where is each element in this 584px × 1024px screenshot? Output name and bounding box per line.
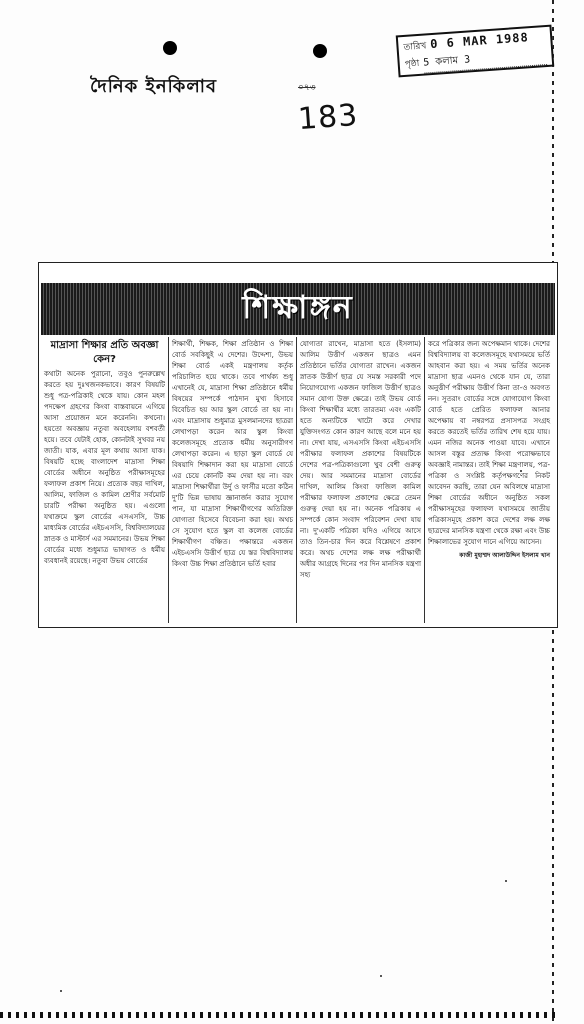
stamp-page-value: 5 কলাম 3 xyxy=(423,47,547,74)
section-title: শিক্ষাঙ্গন xyxy=(242,288,354,326)
perforated-edge-bottom xyxy=(0,1012,560,1018)
article-headline: মাদ্রাসা শিক্ষার প্রতি অবজ্ঞা কেন? xyxy=(50,340,159,365)
article-column-4 xyxy=(425,337,553,623)
article-column-1 xyxy=(41,337,169,623)
punch-hole xyxy=(163,41,177,55)
scan-speck xyxy=(505,880,507,882)
article-text: কথাটা অনেক পুরানো, তবুও পুনরুল্লেখ করতে হয় দুঃখজনকভাবে। কারণ বিষয়টি শুধু পত্র-পত্রিকাই থেকে যায়। কোন মহল পদক্ষেপ গ্রহণের কিংবা বাস্তবায়নে এগিয়ে আসা প্রয়োজন মনে করেননি। কখনো। হয়তো অবজ্ঞায় নতুবা অবহেলায় বশবর্তী হয়ে। তবে যেটাই হোক, কোনটাই সুখবর নয় জাতী। যাক, এবার মূল কথায় আসা যাক। বিষয়টি হচ্ছে বাংলাদেশ মাদ্রাসা শিক্ষা বোর্ডের অধীনে অনুষ্ঠিত পরীক্ষাসমূহের ফলাফল প্রকাশ নিয়ে। প্রত্যেক বছর দাখিল, আলিম, ফাজিল ও কামিল শ্রেণীর সর্বমোট চারটি পরীক্ষা অনুষ্ঠিত হয়। এগুলো যথাক্রমে স্কুল বোর্ডের এসএসসি, উচ্চ মাধ্যমিক বোর্ডের এইচএসসি, বিশ্ববিদ্যালয়ের স্নাতক ও মাস্টার্স এর সমমানের। উভয় শিক্ষা বোর্ডের মধ্যে শুধুমাত্র ভাষাগত ও ধর্মীয় ব্যবধানই রয়েছে। নতুবা উভয় বোর্ডের xyxy=(44,370,165,565)
article-text: শিক্ষার্থী, শিক্ষক, শিক্ষা প্রতিষ্ঠান ও শিক্ষা বোর্ড সবকিছুই এ দেশের। উদ্দেশ্য, উভয় শিক্ষা বোর্ড একই মন্ত্রণালয় কর্তৃক পরিচালিত হয়ে থাকে। তবে পার্থক্য শুধু এখানেই যে, মাদ্রাসা শিক্ষা প্রতিষ্ঠানে ধর্মীয় বিষয়ের সম্পর্কে পাঠদান মুখ্য হিসাবে বিবেচিত হয় আর স্কুল বোর্ডে তা হয় না। এবং মাদ্রাসায় শুধুমাত্র মুসলমানদের ছাত্ররা লেখাপড়া করেন আর স্কুল কিংবা কলেজসমূহে প্রত্যেক ধর্মীয় অনুসারীগণ লেখাপড়া করেন। এ ছাড়া স্কুল বোর্ডে যে বিষয়াদি শিক্ষাদান করা হয় মাদ্রাসা বোর্ডে এর চেয়ে কোনটি কম দেয়া হয় না। বরং মাদ্রাসা শিক্ষার্থীরা উর্দু ও ফার্সীর মতো কঠিন দু'টি ভিন্ন ভাষায় জ্ঞানার্জন করার সুযোগ পান, যা মাদ্রাসা শিক্ষার্থীগণের অতিরিক্ত যোগ্যতা হিসেবে বিবেচনা করা হয়। অথচ সে সুযোগ হতে স্কুল বা কলেজ বোর্ডের শিক্ষার্থীগণ বঞ্চিত। পক্ষান্তরে একজন এইচএসসি উত্তীর্ণ ছাত্র যে স্তর বিশ্ববিদ্যালয় কিংবা উচ্চ শিক্ষা প্রতিষ্ঠানে ভর্তি হবার xyxy=(172,340,293,568)
article-byline: কাজী মুহাম্মদ আলাউদ্দিন ইসলাম খান xyxy=(459,552,550,559)
article-column-2 xyxy=(169,337,297,623)
article-clipping xyxy=(38,262,558,628)
scan-speck xyxy=(60,990,62,992)
article-text: যোগ্যতা রাখেন, মাদ্রাসা হতে (ইসলাম) আলিম উত্তীর্ণ একজন ছাত্রও এমন প্রতিষ্ঠানে ভর্তির যোগ্যতা রাখেন। একজন স্নাতক উত্তীর্ণ ছাত্র যে সমস্ত সরকারী পদে নিয়োগযোগ্য একজন ফাজিল উত্তীর্ণ ছাত্রও সমান যোগ্য উক্ত ক্ষেত্রে। তাই উভয় বোর্ড কিংবা শিক্ষার্থীর মধ্যে তারতম্য এবং একটি হতে অন্যটিকে খাটো করে দেখার যুক্তিসংগত কোন কারণ আছে বলে মনে হয় না। দেখা যায়, এসএসসি কিংবা এইচএসসি পরীক্ষার ফলাফল প্রকাশের বিষয়টিকে দেশের পত্র-পত্রিকাগুলো খুব বেশী গুরুত্ব দেয়। আর সমমানের মাদ্রাসা বোর্ডের দাখিল, আলিম কিংবা ফাজিল কামিল পরীক্ষার ফলাফল প্রকাশের ক্ষেত্রে তেমন গুরুত্ব দেয়া হয় না। অনেক পত্রিকায় এ সম্পর্কে কোন সংবাদ পরিবেশন দেখা যায় না। দু'একটি পত্রিকা যদিও এগিয়ে আসে তাও তিন-চার দিন করে বিশ্লেষণে প্রকাশ করে। অথচ দেশের লক্ষ লক্ষ পরীক্ষার্থী অধীর আগ্রহে দিনের পর দিন মানসিক যন্ত্রণা সহ্য xyxy=(300,340,421,579)
date-stamp xyxy=(396,25,555,78)
page-code: ০৭৩ xyxy=(298,83,316,93)
scan-speck xyxy=(520,470,522,472)
article-column-3 xyxy=(297,337,425,623)
article-columns xyxy=(41,337,555,623)
stamp-page-label: পৃষ্ঠা xyxy=(404,58,420,70)
scan-speck xyxy=(380,975,382,977)
handwritten-number: 183 xyxy=(296,97,360,138)
stamp-date: 0 6 MAR 1988 xyxy=(429,30,530,52)
article-text: করে পত্রিকার জন্য অপেক্ষমান থাকে। দেশের বিশ্ববিদ্যালয় বা কলেজসমূহে যথাসময়ে ভর্তি আহবান করা হয়। এ সময় ভর্তির অনেক মাদ্রাসা ছাত্র এমনও থেকে যান যে, তারা অনুত্তীর্ণ পরীক্ষায় উত্তীর্ণ কিনা তা-ও অবগত নন। সুতরাং বোর্ডের সঙ্গে যোগাযোগ কিংবা বোর্ড হতে প্রেরিত ফলাফল আনার অপেক্ষায় বা নম্বরপত্র প্রসাসপত্র সংগ্রহ করতে করতেই ভর্তির তারিখ শেষ হয়ে যায়। এমন নজির অনেক পাওয়া যাবে। এখানে আসল বস্তুর প্রত্যক্ষ কিংবা পরোক্ষভাবে অবজ্ঞাই নামান্তর। তাই শিক্ষা মন্ত্রণালয়, পত্র-পত্রিকা ও সংশ্লিষ্ট কর্তৃপক্ষগণের নিকট আবেদন করছি, তারা যেন অবিলম্বে মাদ্রাসা শিক্ষা বোর্ডের অধীনে অনুষ্ঠিত সকল পরীক্ষাসমূহের ফলাফল যথাসময়ে জাতীয় পত্রিকাসমূহে প্রকাশ করে দেশের লক্ষ লক্ষ ছাত্রদের মানসিক যন্ত্রণা থেকে রক্ষা এবং উচ্চ শিক্ষালাভের সুযোগ দানে এগিয়ে আসেন। xyxy=(428,340,550,546)
section-banner xyxy=(41,283,555,335)
punch-hole xyxy=(313,44,327,58)
stamp-date-label: তারিখ xyxy=(403,41,427,53)
newspaper-name: দৈনিক ইনকিলাব xyxy=(90,76,217,97)
